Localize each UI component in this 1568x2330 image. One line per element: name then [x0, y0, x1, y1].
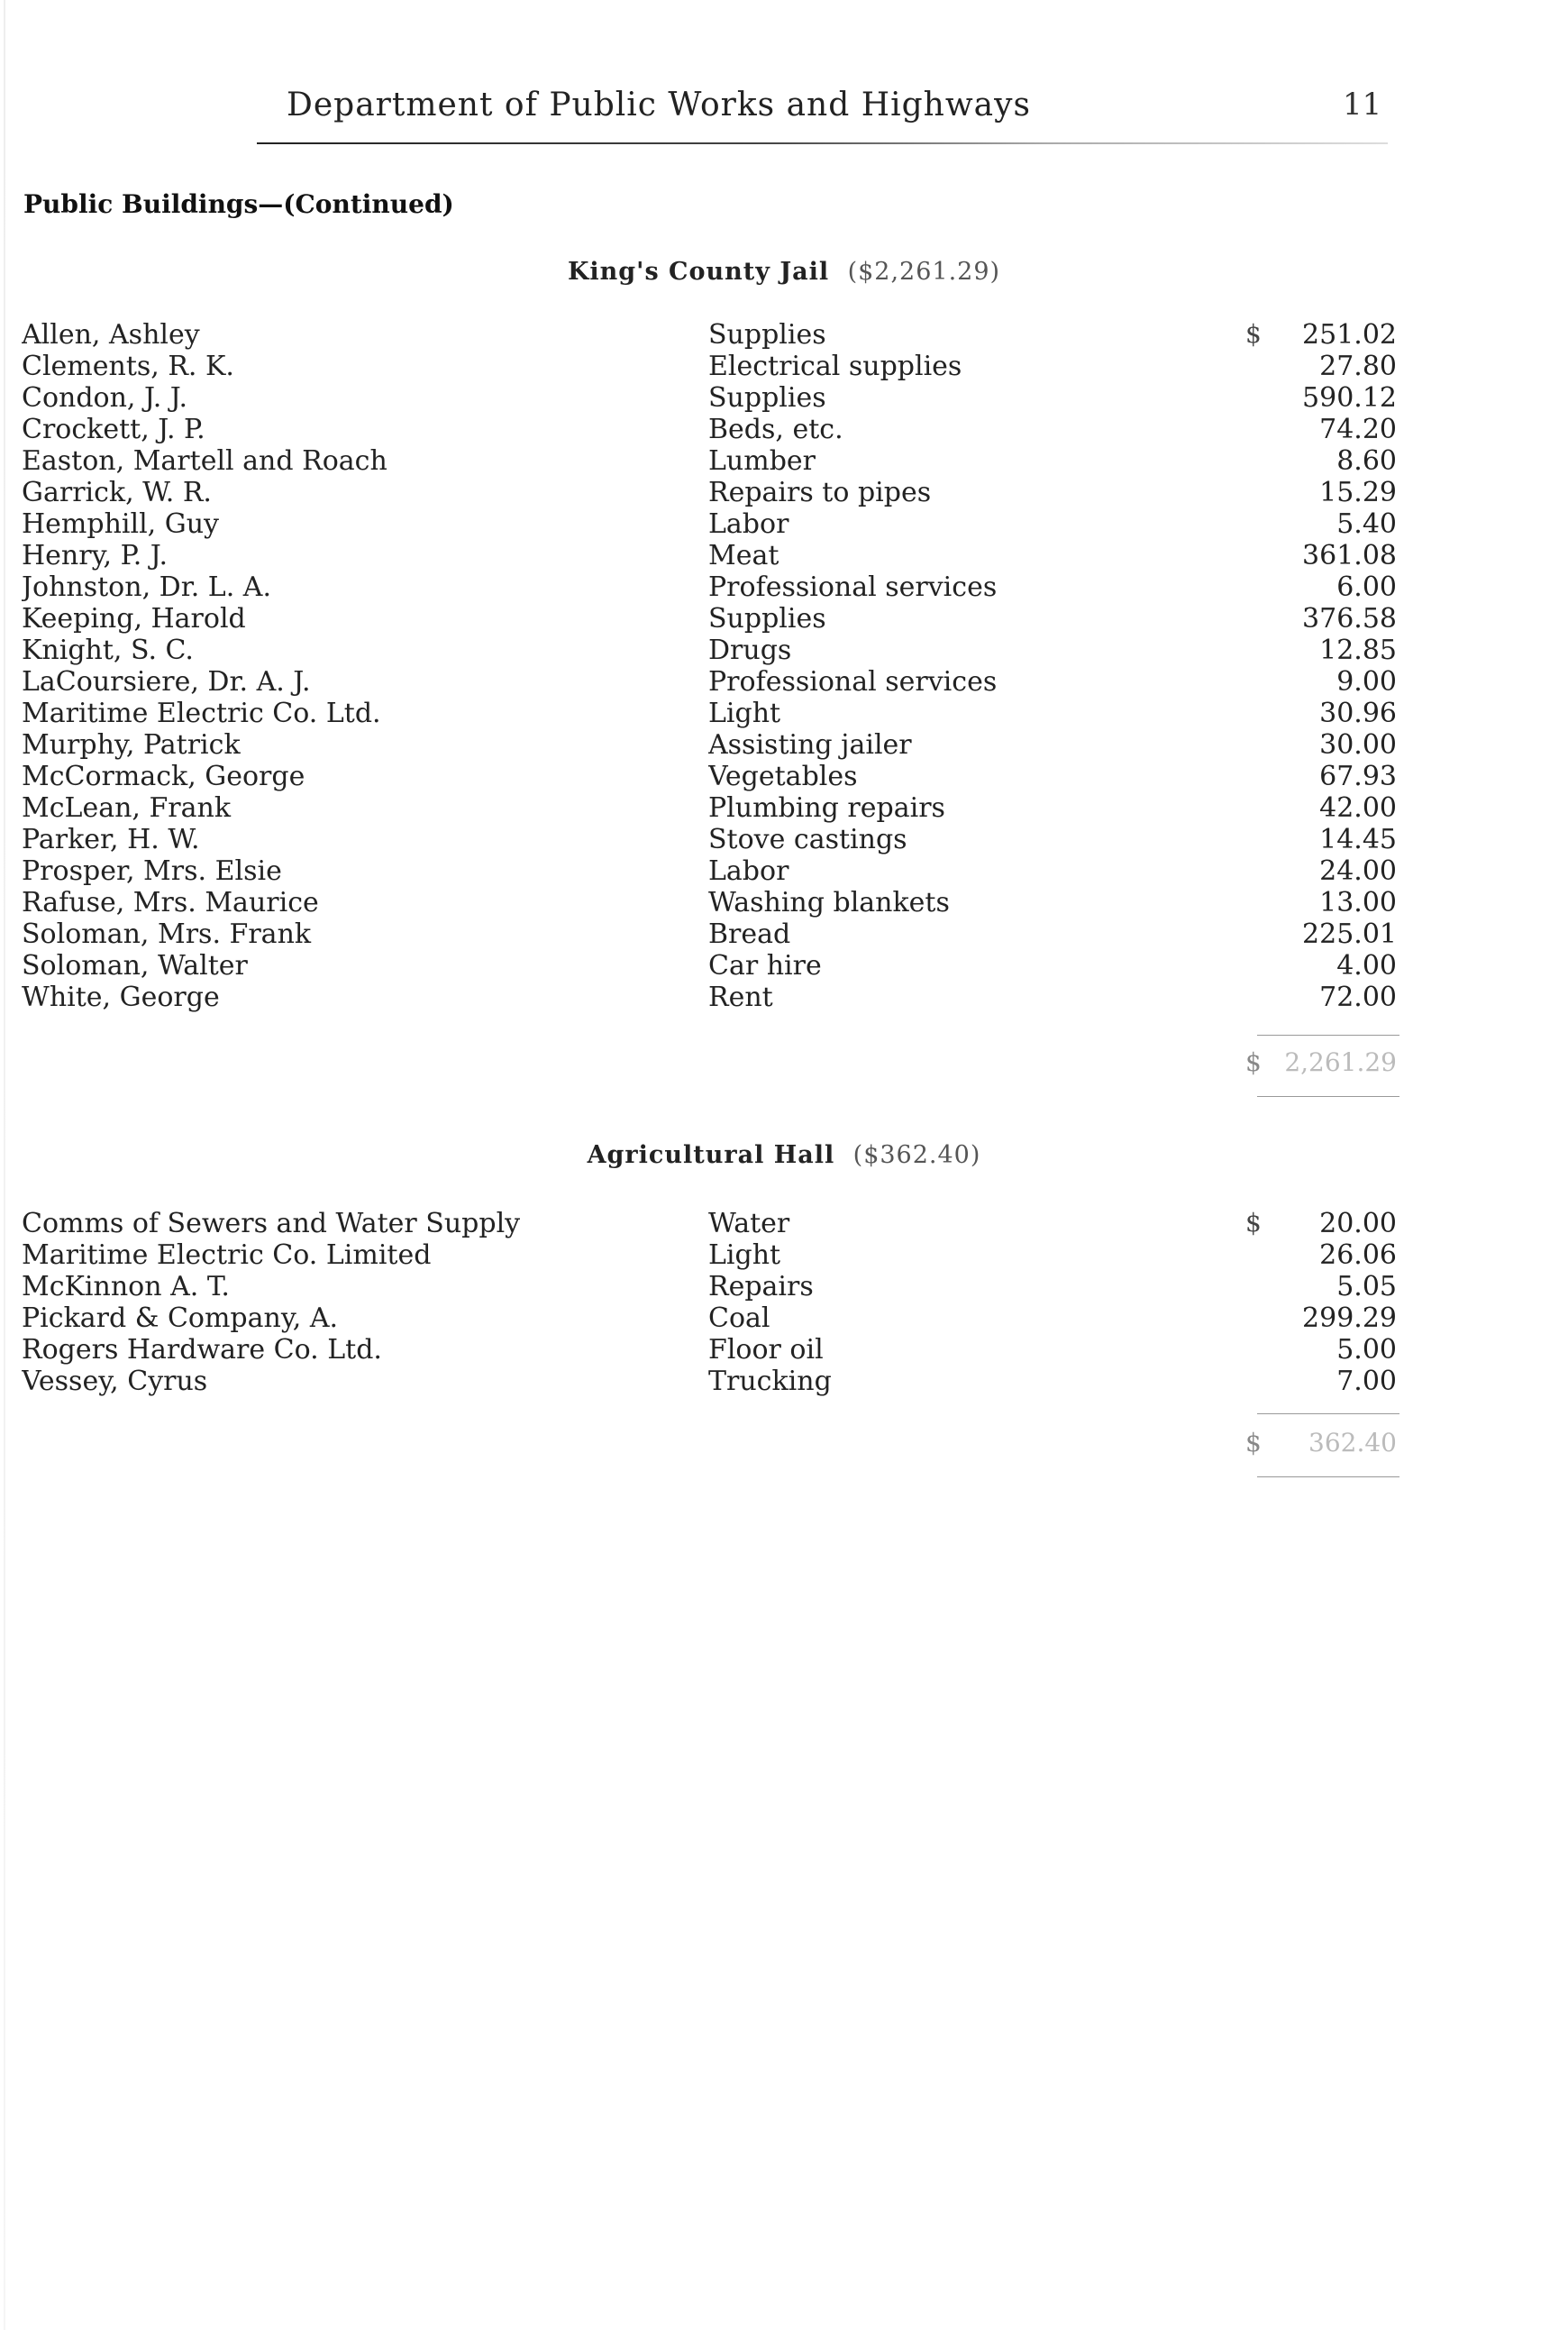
payee-name: Allen, Ashley	[22, 319, 200, 351]
expense-amount: 361.08	[1302, 540, 1397, 571]
expense-amount: 251.02	[1302, 319, 1397, 351]
payee-name: Keeping, Harold	[22, 603, 246, 635]
payee-name: McCormack, George	[22, 761, 305, 792]
expense-purpose: Bread	[708, 918, 791, 950]
payee-name: Clements, R. K.	[22, 351, 234, 382]
payee-name: Prosper, Mrs. Elsie	[22, 855, 282, 887]
table-row	[0, 1208, 1568, 1239]
payee-name: Parker, H. W.	[22, 824, 200, 855]
table-row	[0, 1334, 1568, 1366]
expense-amount: 7.00	[1336, 1366, 1397, 1397]
hall-total-rule-bottom	[1257, 1476, 1399, 1477]
jail-total: 2,261.29	[1284, 1047, 1397, 1077]
table-row	[0, 729, 1568, 761]
table-row	[0, 508, 1568, 540]
expense-amount: 5.00	[1336, 1334, 1397, 1366]
payee-name: Garrick, W. R.	[22, 477, 212, 508]
expense-amount: 27.80	[1319, 351, 1397, 382]
expense-purpose: Light	[708, 698, 781, 729]
payee-name: Knight, S. C.	[22, 635, 194, 666]
payee-name: Hemphill, Guy	[22, 508, 219, 540]
hall-dollar-sign: $	[1245, 1208, 1262, 1238]
expense-purpose: Electrical supplies	[708, 351, 962, 382]
expense-purpose: Professional services	[708, 571, 998, 603]
payee-name: Maritime Electric Co. Ltd.	[22, 698, 381, 729]
jail-subheading-amount: ($2,261.29)	[847, 258, 1001, 286]
table-row	[0, 382, 1568, 414]
hall-total: 362.40	[1308, 1428, 1397, 1457]
expense-purpose: Lumber	[708, 445, 816, 477]
page-header	[0, 87, 1568, 137]
expense-amount: 20.00	[1319, 1208, 1397, 1239]
expense-amount: 4.00	[1336, 950, 1397, 982]
expense-amount: 72.00	[1319, 982, 1397, 1013]
expense-purpose: Trucking	[708, 1366, 832, 1397]
hall-expense-table	[0, 1208, 1568, 1397]
jail-total-rule-bottom	[1257, 1096, 1399, 1097]
expense-purpose: Washing blankets	[708, 887, 950, 918]
payee-name: Soloman, Mrs. Frank	[22, 918, 312, 950]
payee-name: Maritime Electric Co. Limited	[22, 1239, 432, 1271]
hall-subheading-amount: ($362.40)	[852, 1141, 981, 1169]
expense-amount: 376.58	[1302, 603, 1397, 635]
expense-purpose: Coal	[708, 1302, 770, 1334]
expense-purpose: Rent	[708, 982, 773, 1013]
expense-amount: 67.93	[1319, 761, 1397, 792]
expense-amount: 13.00	[1319, 887, 1397, 918]
expense-amount: 12.85	[1319, 635, 1397, 666]
expense-amount: 24.00	[1319, 855, 1397, 887]
expense-purpose: Supplies	[708, 319, 826, 351]
header-title: Department of Public Works and Highways	[287, 87, 1031, 123]
table-row	[0, 666, 1568, 698]
table-row	[0, 887, 1568, 918]
table-row	[0, 855, 1568, 887]
table-row	[0, 635, 1568, 666]
payee-name: LaCoursiere, Dr. A. J.	[22, 666, 311, 698]
table-row	[0, 761, 1568, 792]
table-row	[0, 414, 1568, 445]
hall-subheading-name: Agricultural Hall	[587, 1141, 835, 1169]
expense-purpose: Professional services	[708, 666, 998, 698]
jail-dollar-sign: $	[1245, 319, 1262, 349]
table-row	[0, 950, 1568, 982]
jail-subheading	[0, 258, 1568, 286]
table-row	[0, 1271, 1568, 1302]
payee-name: McLean, Frank	[22, 792, 232, 824]
table-row	[0, 982, 1568, 1013]
expense-amount: 30.96	[1319, 698, 1397, 729]
jail-total-dollar: $	[1245, 1047, 1262, 1077]
expense-purpose: Assisting jailer	[708, 729, 912, 761]
payee-name: Easton, Martell and Roach	[22, 445, 387, 477]
payee-name: Crockett, J. P.	[22, 414, 205, 445]
expense-amount: 5.05	[1336, 1271, 1397, 1302]
expense-purpose: Drugs	[708, 635, 792, 666]
payee-name: Vessey, Cyrus	[22, 1366, 208, 1397]
payee-name: Pickard & Company, A.	[22, 1302, 339, 1334]
expense-amount: 6.00	[1336, 571, 1397, 603]
expense-purpose: Meat	[708, 540, 779, 571]
expense-amount: 9.00	[1336, 666, 1397, 698]
table-row	[0, 792, 1568, 824]
payee-name: Comms of Sewers and Water Supply	[22, 1208, 521, 1239]
table-row	[0, 540, 1568, 571]
payee-name: Condon, J. J.	[22, 382, 187, 414]
expense-amount: 590.12	[1302, 382, 1397, 414]
expense-amount: 5.40	[1336, 508, 1397, 540]
expense-amount: 15.29	[1319, 477, 1397, 508]
expense-purpose: Floor oil	[708, 1334, 824, 1366]
hall-subheading	[0, 1141, 1568, 1169]
expense-amount: 14.45	[1319, 824, 1397, 855]
payee-name: McKinnon A. T.	[22, 1271, 230, 1302]
expense-purpose: Plumbing repairs	[708, 792, 945, 824]
expense-amount: 8.60	[1336, 445, 1397, 477]
payee-name: Soloman, Walter	[22, 950, 248, 982]
table-row	[0, 319, 1568, 351]
table-row	[0, 1366, 1568, 1397]
header-rule	[257, 142, 1388, 144]
expense-purpose: Repairs to pipes	[708, 477, 932, 508]
payee-name: Rogers Hardware Co. Ltd.	[22, 1334, 382, 1366]
expense-purpose: Stove castings	[708, 824, 907, 855]
expense-purpose: Labor	[708, 855, 789, 887]
table-row	[0, 477, 1568, 508]
table-row	[0, 1239, 1568, 1271]
table-row	[0, 351, 1568, 382]
expense-purpose: Supplies	[708, 382, 826, 414]
table-row	[0, 1302, 1568, 1334]
expense-purpose: Water	[708, 1208, 790, 1239]
table-row	[0, 603, 1568, 635]
table-row	[0, 698, 1568, 729]
hall-total-rule-top	[1257, 1413, 1399, 1414]
jail-total-rule-top	[1257, 1035, 1399, 1036]
expense-purpose: Vegetables	[708, 761, 858, 792]
expense-amount: 26.06	[1319, 1239, 1397, 1271]
table-row	[0, 918, 1568, 950]
payee-name: Johnston, Dr. L. A.	[22, 571, 272, 603]
table-row	[0, 445, 1568, 477]
payee-name: Henry, P. J.	[22, 540, 169, 571]
payee-name: Murphy, Patrick	[22, 729, 241, 761]
expense-amount: 74.20	[1319, 414, 1397, 445]
section-heading: Public Buildings—(Continued)	[23, 189, 454, 219]
table-row	[0, 571, 1568, 603]
expense-purpose: Beds, etc.	[708, 414, 843, 445]
expense-amount: 299.29	[1302, 1302, 1397, 1334]
expense-purpose: Supplies	[708, 603, 826, 635]
jail-expense-table	[0, 319, 1568, 1013]
table-row	[0, 824, 1568, 855]
hall-total-dollar: $	[1245, 1428, 1262, 1457]
payee-name: White, George	[22, 982, 220, 1013]
expense-amount: 30.00	[1319, 729, 1397, 761]
jail-subheading-name: King's County Jail	[567, 258, 830, 286]
expense-amount: 42.00	[1319, 792, 1397, 824]
expense-purpose: Car hire	[708, 950, 822, 982]
expense-purpose: Labor	[708, 508, 789, 540]
expense-purpose: Repairs	[708, 1271, 814, 1302]
expense-purpose: Light	[708, 1239, 781, 1271]
expense-amount: 225.01	[1302, 918, 1397, 950]
payee-name: Rafuse, Mrs. Maurice	[22, 887, 319, 918]
page-number: 11	[1343, 87, 1382, 123]
